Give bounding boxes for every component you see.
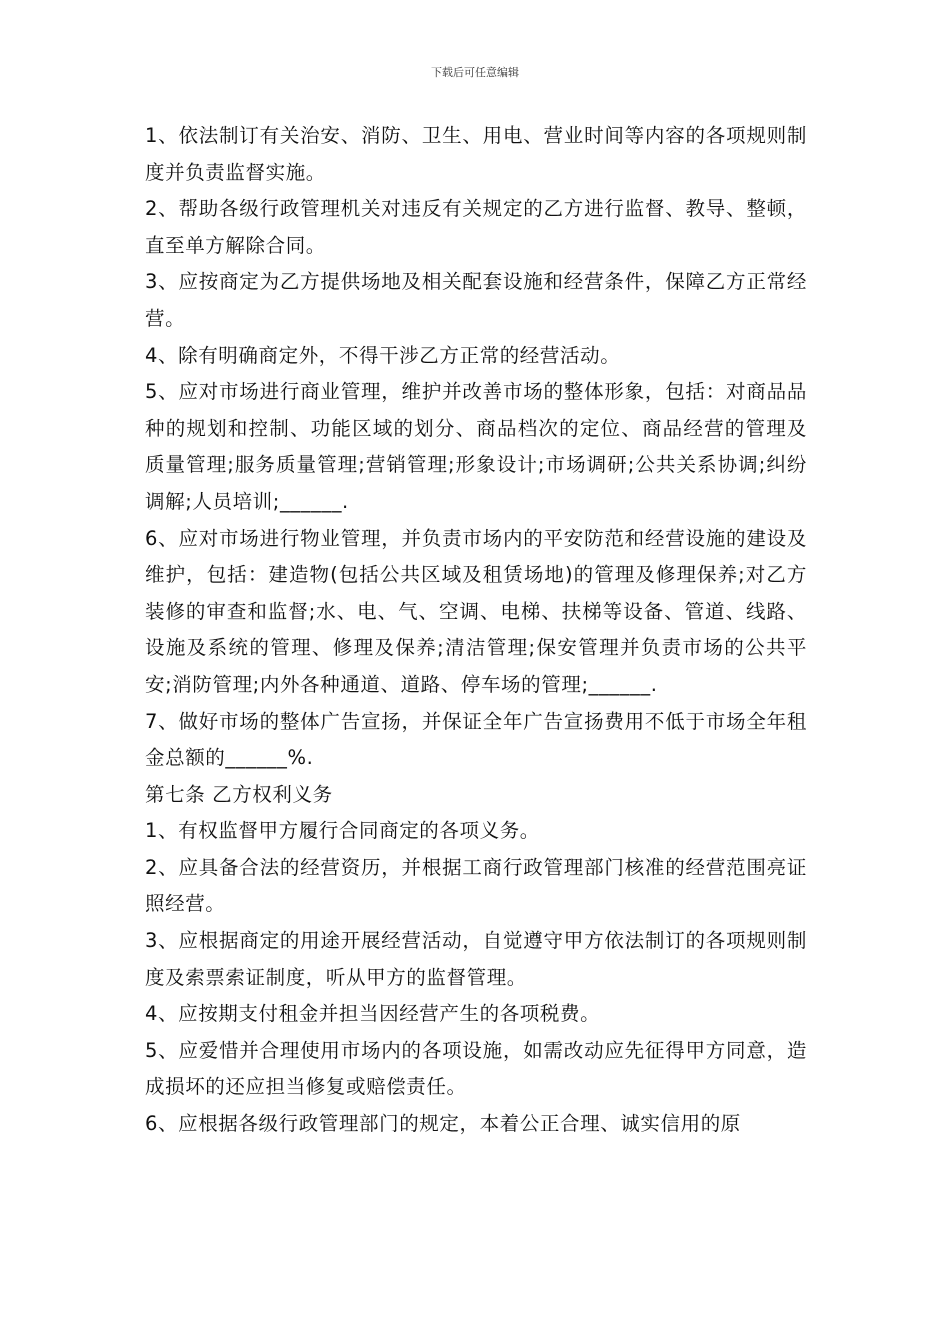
clause-paragraph: 6、应根据各级行政管理部门的规定，本着公正合理、诚实信用的原 [145,1112,741,1136]
clause-paragraph: 5、应对市场进行商业管理，维护并改善市场的整体形象，包括：对商品品种的规划和控制、功能区域的划分、商品档次的定位、商品经营的管理及质量管理;服务质量管理;营销管理;形象设计;市场调研;公共关系协调;纠纷调解;人员培训;______. [145,380,807,513]
clause-paragraph: 4、应按期支付租金并担当因经营产生的各项税费。 [145,1002,601,1026]
clause-paragraph: 1、有权监督甲方履行合同商定的各项义务。 [145,819,540,843]
clause-paragraph: 7、做好市场的整体广告宣扬，并保证全年广告宣扬费用不低于市场全年租金总额的______%. [145,709,807,770]
page-header: 下载后可任意编辑 [431,66,519,79]
section-heading: 第七条 乙方权利义务 [145,782,333,806]
clause-paragraph: 4、除有明确商定外，不得干涉乙方正常的经营活动。 [145,343,621,367]
document-body [145,118,807,1143]
clause-paragraph: 1、依法制订有关治安、消防、卫生、用电、营业时间等内容的各项规则制度并负责监督实施。 [145,124,807,184]
clause-paragraph: 3、应按商定为乙方提供场地及相关配套设施和经营条件，保障乙方正常经营。 [145,270,807,330]
clause-paragraph: 2、应具备合法的经营资历，并根据工商行政管理部门核准的经营范围亮证照经营。 [145,855,807,916]
clause-paragraph: 2、帮助各级行政管理机关对违反有关规定的乙方进行监督、教导、整顿，直至单方解除合同。 [145,197,807,257]
clause-paragraph: 5、应爱惜并合理使用市场内的各项设施，如需改动应先征得甲方同意，造成损坏的还应担当修复或赔偿责任。 [145,1038,807,1099]
clause-paragraph: 6、应对市场进行物业管理，并负责市场内的平安防范和经营设施的建设及维护，包括：建造物(包括公共区域及租赁场地)的管理及修理保养;对乙方装修的审查和监督;水、电、气、空调、电梯、扶梯等设备、管道、线路、设施及系统的管理、修理及保养;清洁管理;保安管理并负责市场的公共平安;消防管理;内外各种通道、道路、停车场的管理;______. [145,526,807,696]
clause-paragraph: 3、应根据商定的用途开展经营活动，自觉遵守甲方依法制订的各项规则制度及索票索证制度，听从甲方的监督管理。 [145,929,807,989]
